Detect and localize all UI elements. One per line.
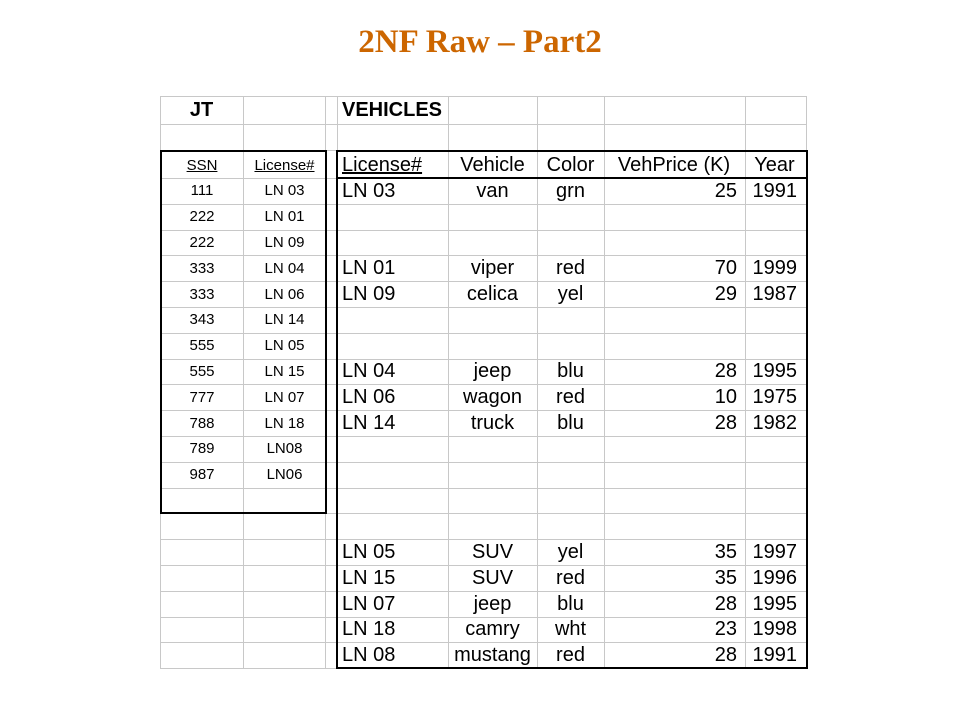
jt-cell[interactable]: LN 06 — [264, 285, 305, 303]
vehicles-cell[interactable]: yel — [557, 541, 584, 564]
vehicles-label[interactable]: VEHICLES — [342, 99, 443, 121]
vehicles-cell[interactable]: LN 03 — [342, 179, 396, 202]
vehicles-cell[interactable]: 35 — [714, 541, 737, 564]
jt-label[interactable]: JT — [189, 99, 214, 121]
vehicles-cell[interactable]: truck — [470, 412, 515, 435]
vehicles-cell[interactable] — [538, 333, 603, 359]
vehicles-cell[interactable]: SUV — [471, 566, 514, 589]
vehicles-cell[interactable]: wagon — [463, 386, 522, 409]
vehicles-cell[interactable] — [538, 513, 603, 539]
jt-cell[interactable]: 987 — [189, 466, 215, 484]
vehicles-cell[interactable]: 1982 — [752, 412, 797, 435]
vehicles-cell[interactable] — [538, 204, 603, 230]
jt-header-cell[interactable]: SSN — [186, 156, 218, 174]
vehicles-cell[interactable] — [605, 307, 737, 333]
vehicles-cell[interactable] — [746, 307, 797, 333]
vehicles-cell[interactable]: red — [556, 644, 585, 667]
vehicles-cell[interactable]: red — [556, 566, 585, 589]
vehicles-cell[interactable] — [538, 462, 603, 488]
vehicles-cell[interactable] — [538, 307, 603, 333]
jt-cell[interactable]: LN 04 — [264, 259, 305, 277]
vehicles-cell[interactable]: 1987 — [752, 283, 797, 306]
jt-cell[interactable]: LN 15 — [264, 362, 305, 380]
vehicles-cell[interactable] — [449, 333, 536, 359]
vehicles-cell[interactable] — [449, 307, 536, 333]
vehicles-cell[interactable]: 1991 — [752, 644, 797, 667]
vehicles-cell[interactable]: red — [556, 257, 585, 280]
jt-cell[interactable]: 333 — [189, 259, 215, 277]
jt-cell[interactable]: LN06 — [266, 466, 303, 484]
jt-cell[interactable]: LN 18 — [264, 414, 305, 432]
vehicles-cell[interactable]: 1975 — [752, 386, 797, 409]
vehicles-cell[interactable]: 28 — [714, 644, 737, 667]
vehicles-cell[interactable]: LN 14 — [342, 412, 396, 435]
vehicles-cell[interactable] — [605, 333, 737, 359]
vehicles-cell[interactable]: viper — [470, 257, 515, 280]
jt-cell[interactable]: 222 — [189, 208, 215, 226]
jt-cell[interactable]: 789 — [189, 440, 215, 458]
vehicles-cell[interactable] — [538, 230, 603, 256]
vehicles-cell[interactable]: 28 — [714, 592, 737, 615]
vehicles-cell[interactable]: LN 18 — [342, 618, 396, 641]
vehicles-cell[interactable]: 1991 — [752, 179, 797, 202]
vehicles-cell[interactable]: LN 01 — [342, 257, 396, 280]
jt-cell[interactable]: LN 03 — [264, 182, 305, 200]
vehicles-cell[interactable] — [605, 513, 737, 539]
vehicles-cell[interactable] — [746, 436, 797, 462]
vehicles-cell[interactable]: 28 — [714, 360, 737, 383]
vehicles-cell[interactable] — [449, 230, 536, 256]
jt-cell[interactable]: 333 — [189, 285, 215, 303]
jt-cell[interactable]: 343 — [189, 311, 215, 329]
vehicles-cell[interactable] — [342, 436, 446, 462]
vehicles-cell[interactable] — [605, 436, 737, 462]
vehicles-header-cell[interactable]: License# — [342, 153, 423, 176]
vehicles-cell[interactable] — [342, 333, 446, 359]
vehicles-cell[interactable]: van — [476, 179, 509, 202]
vehicles-cell[interactable] — [342, 513, 446, 539]
vehicles-cell[interactable]: LN 04 — [342, 360, 396, 383]
vehicles-cell[interactable] — [746, 204, 797, 230]
vehicles-cell[interactable]: yel — [557, 283, 584, 306]
vehicles-cell[interactable]: 25 — [714, 179, 737, 202]
jt-cell[interactable]: 555 — [189, 362, 215, 380]
vehicles-cell[interactable] — [605, 204, 737, 230]
vehicles-cell[interactable]: jeep — [473, 360, 512, 383]
vehicles-cell[interactable] — [342, 307, 446, 333]
vehicles-cell[interactable] — [342, 462, 446, 488]
vehicles-cell[interactable]: 28 — [714, 412, 737, 435]
vehicles-cell[interactable] — [342, 230, 446, 256]
vehicles-cell[interactable] — [449, 513, 536, 539]
jt-cell[interactable]: LN08 — [266, 440, 303, 458]
vehicles-cell[interactable]: LN 08 — [342, 644, 396, 667]
vehicles-cell[interactable]: 1997 — [752, 541, 797, 564]
vehicles-cell[interactable]: LN 09 — [342, 283, 396, 306]
gridline-horizontal — [160, 124, 806, 125]
vehicles-cell[interactable]: wht — [554, 618, 587, 641]
vehicles-cell[interactable] — [746, 488, 797, 514]
vehicles-cell[interactable]: red — [556, 386, 585, 409]
page-title: 2NF Raw – Part2 — [358, 24, 602, 60]
vehicles-cell[interactable] — [605, 230, 737, 256]
vehicles-cell[interactable]: blu — [557, 412, 584, 435]
vehicles-header-cell[interactable]: Vehicle — [460, 153, 525, 176]
vehicles-cell[interactable] — [605, 462, 737, 488]
vehicles-cell[interactable] — [449, 488, 536, 514]
jt-cell[interactable]: 222 — [189, 233, 215, 251]
vehicles-cell[interactable]: blu — [557, 592, 584, 615]
vehicles-cell[interactable]: 1995 — [752, 360, 797, 383]
vehicles-cell[interactable]: SUV — [471, 541, 514, 564]
vehicles-cell[interactable]: 35 — [714, 566, 737, 589]
vehicles-cell[interactable] — [746, 462, 797, 488]
jt-cell[interactable]: LN 01 — [264, 208, 305, 226]
vehicles-cell[interactable] — [746, 230, 797, 256]
vehicles-cell[interactable]: 10 — [714, 386, 737, 409]
jt-cell[interactable]: 788 — [189, 414, 215, 432]
vehicles-cell[interactable] — [342, 488, 446, 514]
jt-cell[interactable]: LN 05 — [264, 337, 305, 355]
vehicles-cell[interactable]: jeep — [473, 592, 512, 615]
vehicles-cell[interactable]: 1999 — [752, 257, 797, 280]
vehicles-cell[interactable]: 70 — [714, 257, 737, 280]
vehicles-cell[interactable] — [746, 513, 797, 539]
vehicles-cell[interactable] — [605, 488, 737, 514]
jt-cell[interactable]: 111 — [190, 182, 214, 200]
vehicles-cell[interactable] — [449, 462, 536, 488]
vehicles-cell[interactable]: grn — [556, 179, 585, 202]
jt-cell[interactable]: LN 09 — [264, 233, 305, 251]
jt-header-cell[interactable]: License# — [254, 156, 315, 174]
vehicles-header-cell[interactable]: Year — [754, 153, 795, 176]
jt-cell[interactable]: 555 — [189, 337, 215, 355]
vehicles-cell[interactable]: LN 05 — [342, 541, 396, 564]
vehicles-cell[interactable]: 23 — [714, 618, 737, 641]
vehicles-cell[interactable]: 1995 — [752, 592, 797, 615]
vehicles-cell[interactable] — [538, 488, 603, 514]
vehicles-cell[interactable]: camry — [465, 618, 520, 641]
vehicles-cell[interactable]: celica — [466, 283, 519, 306]
vehicles-cell[interactable]: blu — [557, 360, 584, 383]
vehicles-cell[interactable] — [746, 333, 797, 359]
vehicles-cell[interactable] — [449, 436, 536, 462]
vehicles-cell[interactable] — [449, 204, 536, 230]
vehicles-cell[interactable]: 1996 — [752, 566, 797, 589]
vehicles-header-cell[interactable]: VehPrice (K) — [617, 153, 731, 176]
vehicles-cell[interactable]: LN 07 — [342, 592, 396, 615]
jt-cell[interactable]: LN 14 — [264, 311, 305, 329]
vehicles-cell[interactable]: LN 15 — [342, 566, 396, 589]
jt-cell[interactable]: 777 — [189, 388, 215, 406]
vehicles-cell[interactable] — [342, 204, 446, 230]
jt-cell[interactable]: LN 07 — [264, 388, 305, 406]
vehicles-cell[interactable] — [538, 436, 603, 462]
vehicles-cell[interactable]: 1998 — [752, 618, 797, 641]
vehicles-cell[interactable]: 29 — [714, 283, 737, 306]
vehicles-cell[interactable]: LN 06 — [342, 386, 396, 409]
vehicles-cell[interactable]: mustang — [454, 644, 531, 667]
vehicles-header-cell[interactable]: Color — [546, 153, 595, 176]
